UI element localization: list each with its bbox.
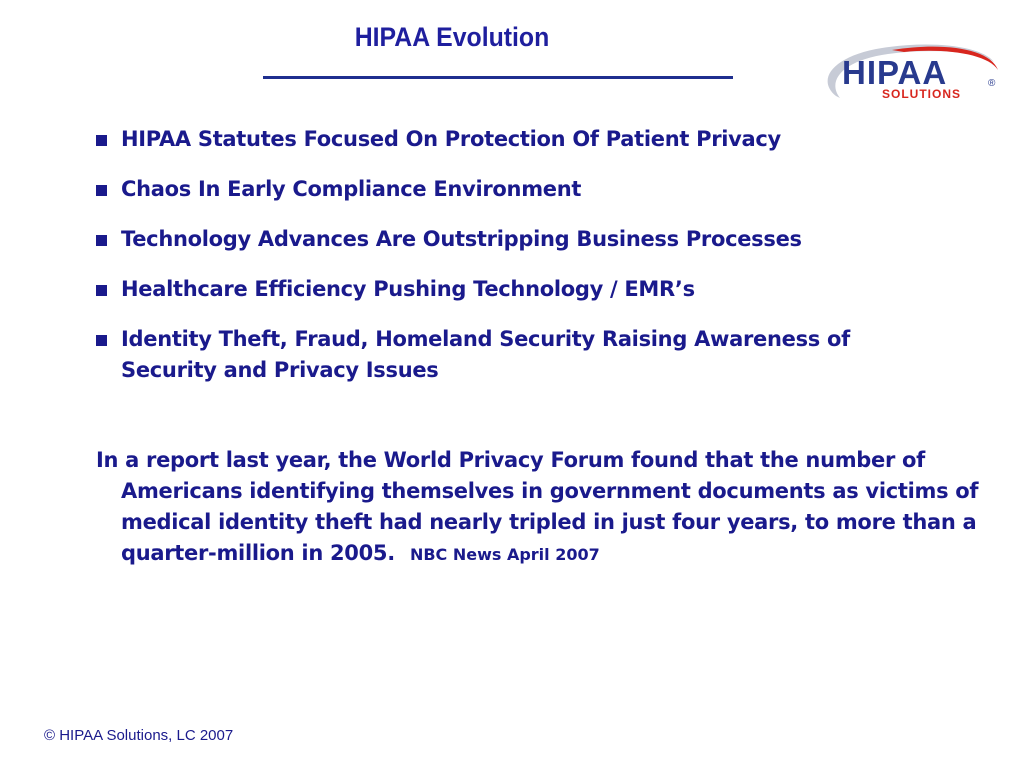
logo-subtext: SOLUTIONS [882, 87, 962, 101]
title-underline [263, 76, 733, 79]
bullet-text: Chaos In Early Compliance Environment [121, 177, 582, 201]
square-bullet-icon [96, 135, 107, 146]
square-bullet-icon [96, 335, 107, 346]
quote-source: NBC News April 2007 [409, 545, 600, 564]
bullet-text: Healthcare Efficiency Pushing Technology / EMR’s [121, 277, 695, 301]
bullet-item [96, 174, 936, 205]
bullet-item [96, 274, 936, 305]
logo-registered-mark: ® [988, 78, 996, 89]
bullet-item [96, 124, 936, 155]
square-bullet-icon [96, 235, 107, 246]
bullet-list [96, 124, 936, 405]
quote-paragraph [96, 445, 981, 570]
logo-wordmark: HIPAA [842, 54, 948, 91]
slide-title: HIPAA Evolution [354, 22, 550, 52]
bullet-item [96, 224, 936, 255]
bullet-text: HIPAA Statutes Focused On Protection Of Patient Privacy [121, 127, 781, 151]
bullet-text: Technology Advances Are Outstripping Business Processes [121, 227, 802, 251]
bullet-text: Identity Theft, Fraud, Homeland Security Raising Awareness of Security and Privacy Issues [121, 327, 850, 382]
square-bullet-icon [96, 285, 107, 296]
bullet-item [96, 324, 936, 386]
copyright-footer: © HIPAA Solutions, LC 2007 [44, 727, 234, 744]
quote-text: In a report last year, the World Privacy Forum found that the number of Americans identifying themselves in government documents as victims of medical identity theft had nearly tripled in just four years, to more than a quarter-million in 2005. [96, 448, 979, 565]
hipaa-solutions-logo [822, 40, 1002, 112]
square-bullet-icon [96, 185, 107, 196]
